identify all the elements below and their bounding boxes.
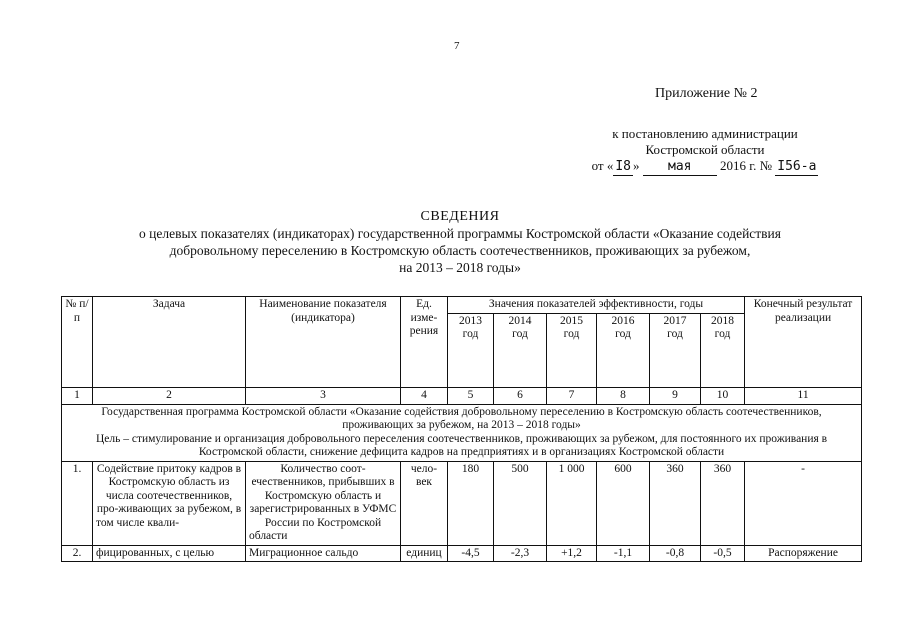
- header-year: 2016 год: [597, 313, 650, 387]
- row-unit: чело-век: [401, 461, 448, 545]
- row-indicator: Миграционное сальдо: [246, 545, 401, 562]
- row-value: 500: [494, 461, 547, 545]
- row-value: 1 000: [547, 461, 597, 545]
- column-number: 11: [745, 388, 862, 405]
- row-indicator: Количество соот-ечественников, прибывших в Костромскую область и зарегистрированных в УФМС России по Костромской области: [246, 461, 401, 545]
- table-row: [62, 545, 862, 562]
- column-number: 5: [448, 388, 494, 405]
- row-task: Содействие притоку кадров в Костромскую область из числа соотечественников, про-живающих за рубежом, в том числе квали-: [93, 461, 246, 545]
- row-result: Распоряжение: [745, 545, 862, 562]
- header-task: Задача: [93, 297, 246, 388]
- date-year: 2016 г. №: [720, 158, 773, 173]
- column-number: 4: [401, 388, 448, 405]
- row-value: 600: [597, 461, 650, 545]
- document-title: [60, 208, 860, 276]
- row-value: -4,5: [448, 545, 494, 562]
- approval-block: [560, 126, 850, 176]
- header-indicator: Наименование показателя (индикатора): [246, 297, 401, 388]
- date-prefix: от «: [591, 158, 614, 173]
- title-line-2: добровольному переселению в Костромскую область соотечественников, проживающих за рубежом,: [169, 243, 751, 258]
- row-value: 360: [701, 461, 745, 545]
- program-section: [62, 404, 862, 461]
- header-num: № п/п: [62, 297, 93, 388]
- header-year: 2014 год: [494, 313, 547, 387]
- header-year: 2013 год: [448, 313, 494, 387]
- row-value: -1,1: [597, 545, 650, 562]
- title-line-3: на 2013 – 2018 годы»: [399, 260, 521, 275]
- row-num: 1.: [62, 461, 93, 545]
- row-task: фицированных, с целью: [93, 545, 246, 562]
- column-number: 9: [650, 388, 701, 405]
- column-number: 10: [701, 388, 745, 405]
- row-value: 360: [650, 461, 701, 545]
- title-line-1: о целевых показателях (индикаторах) государственной программы Костромской области «Оказание содействия: [139, 226, 781, 241]
- page-number: 7: [454, 40, 460, 52]
- decree-number: I56-а: [777, 159, 817, 174]
- header-year: 2018 год: [701, 313, 745, 387]
- date-month: мая: [643, 159, 717, 176]
- column-number: 2: [93, 388, 246, 405]
- row-num: 2.: [62, 545, 93, 562]
- row-value: 180: [448, 461, 494, 545]
- header-year: 2017 год: [650, 313, 701, 387]
- title-main: СВЕДЕНИЯ: [420, 209, 500, 224]
- row-value: -0,8: [650, 545, 701, 562]
- row-unit: единиц: [401, 545, 448, 562]
- header-year: 2015 год: [547, 313, 597, 387]
- column-number: 1: [62, 388, 93, 405]
- row-result: -: [745, 461, 862, 545]
- program-goal: Цель – стимулирование и организация добровольного переселения соотечественников, проживающих за рубежом, для постоянного их проживания в Костромской области, снижение дефицита кадров на предприятиях и в организациях Костромской области: [95, 432, 828, 458]
- header-result: Конечный результат реализации: [745, 297, 862, 388]
- row-value: -2,3: [494, 545, 547, 562]
- date-day-close: »: [633, 158, 640, 173]
- column-number: 6: [494, 388, 547, 405]
- approval-line-2: Костромской области: [645, 142, 765, 157]
- column-number: 3: [246, 388, 401, 405]
- approval-line-1: к постановлению администрации: [612, 126, 798, 141]
- indicators-table: [61, 296, 862, 562]
- table-row: [62, 461, 862, 545]
- approval-date-line: [560, 158, 850, 176]
- row-value: -0,5: [701, 545, 745, 562]
- row-value: +1,2: [547, 545, 597, 562]
- appendix-label: Приложение № 2: [655, 86, 758, 101]
- program-name: Государственная программа Костромской области «Оказание содействия добровольному переселению в Костромскую область соотечественников, проживающих за рубежом, на 2013 – 2018 годы»: [101, 405, 822, 431]
- header-values-group: Значения показателей эффективности, годы: [448, 297, 745, 314]
- date-day: I8: [615, 159, 631, 174]
- column-number: 8: [597, 388, 650, 405]
- header-unit: Ед. изме-рения: [401, 297, 448, 388]
- column-number: 7: [547, 388, 597, 405]
